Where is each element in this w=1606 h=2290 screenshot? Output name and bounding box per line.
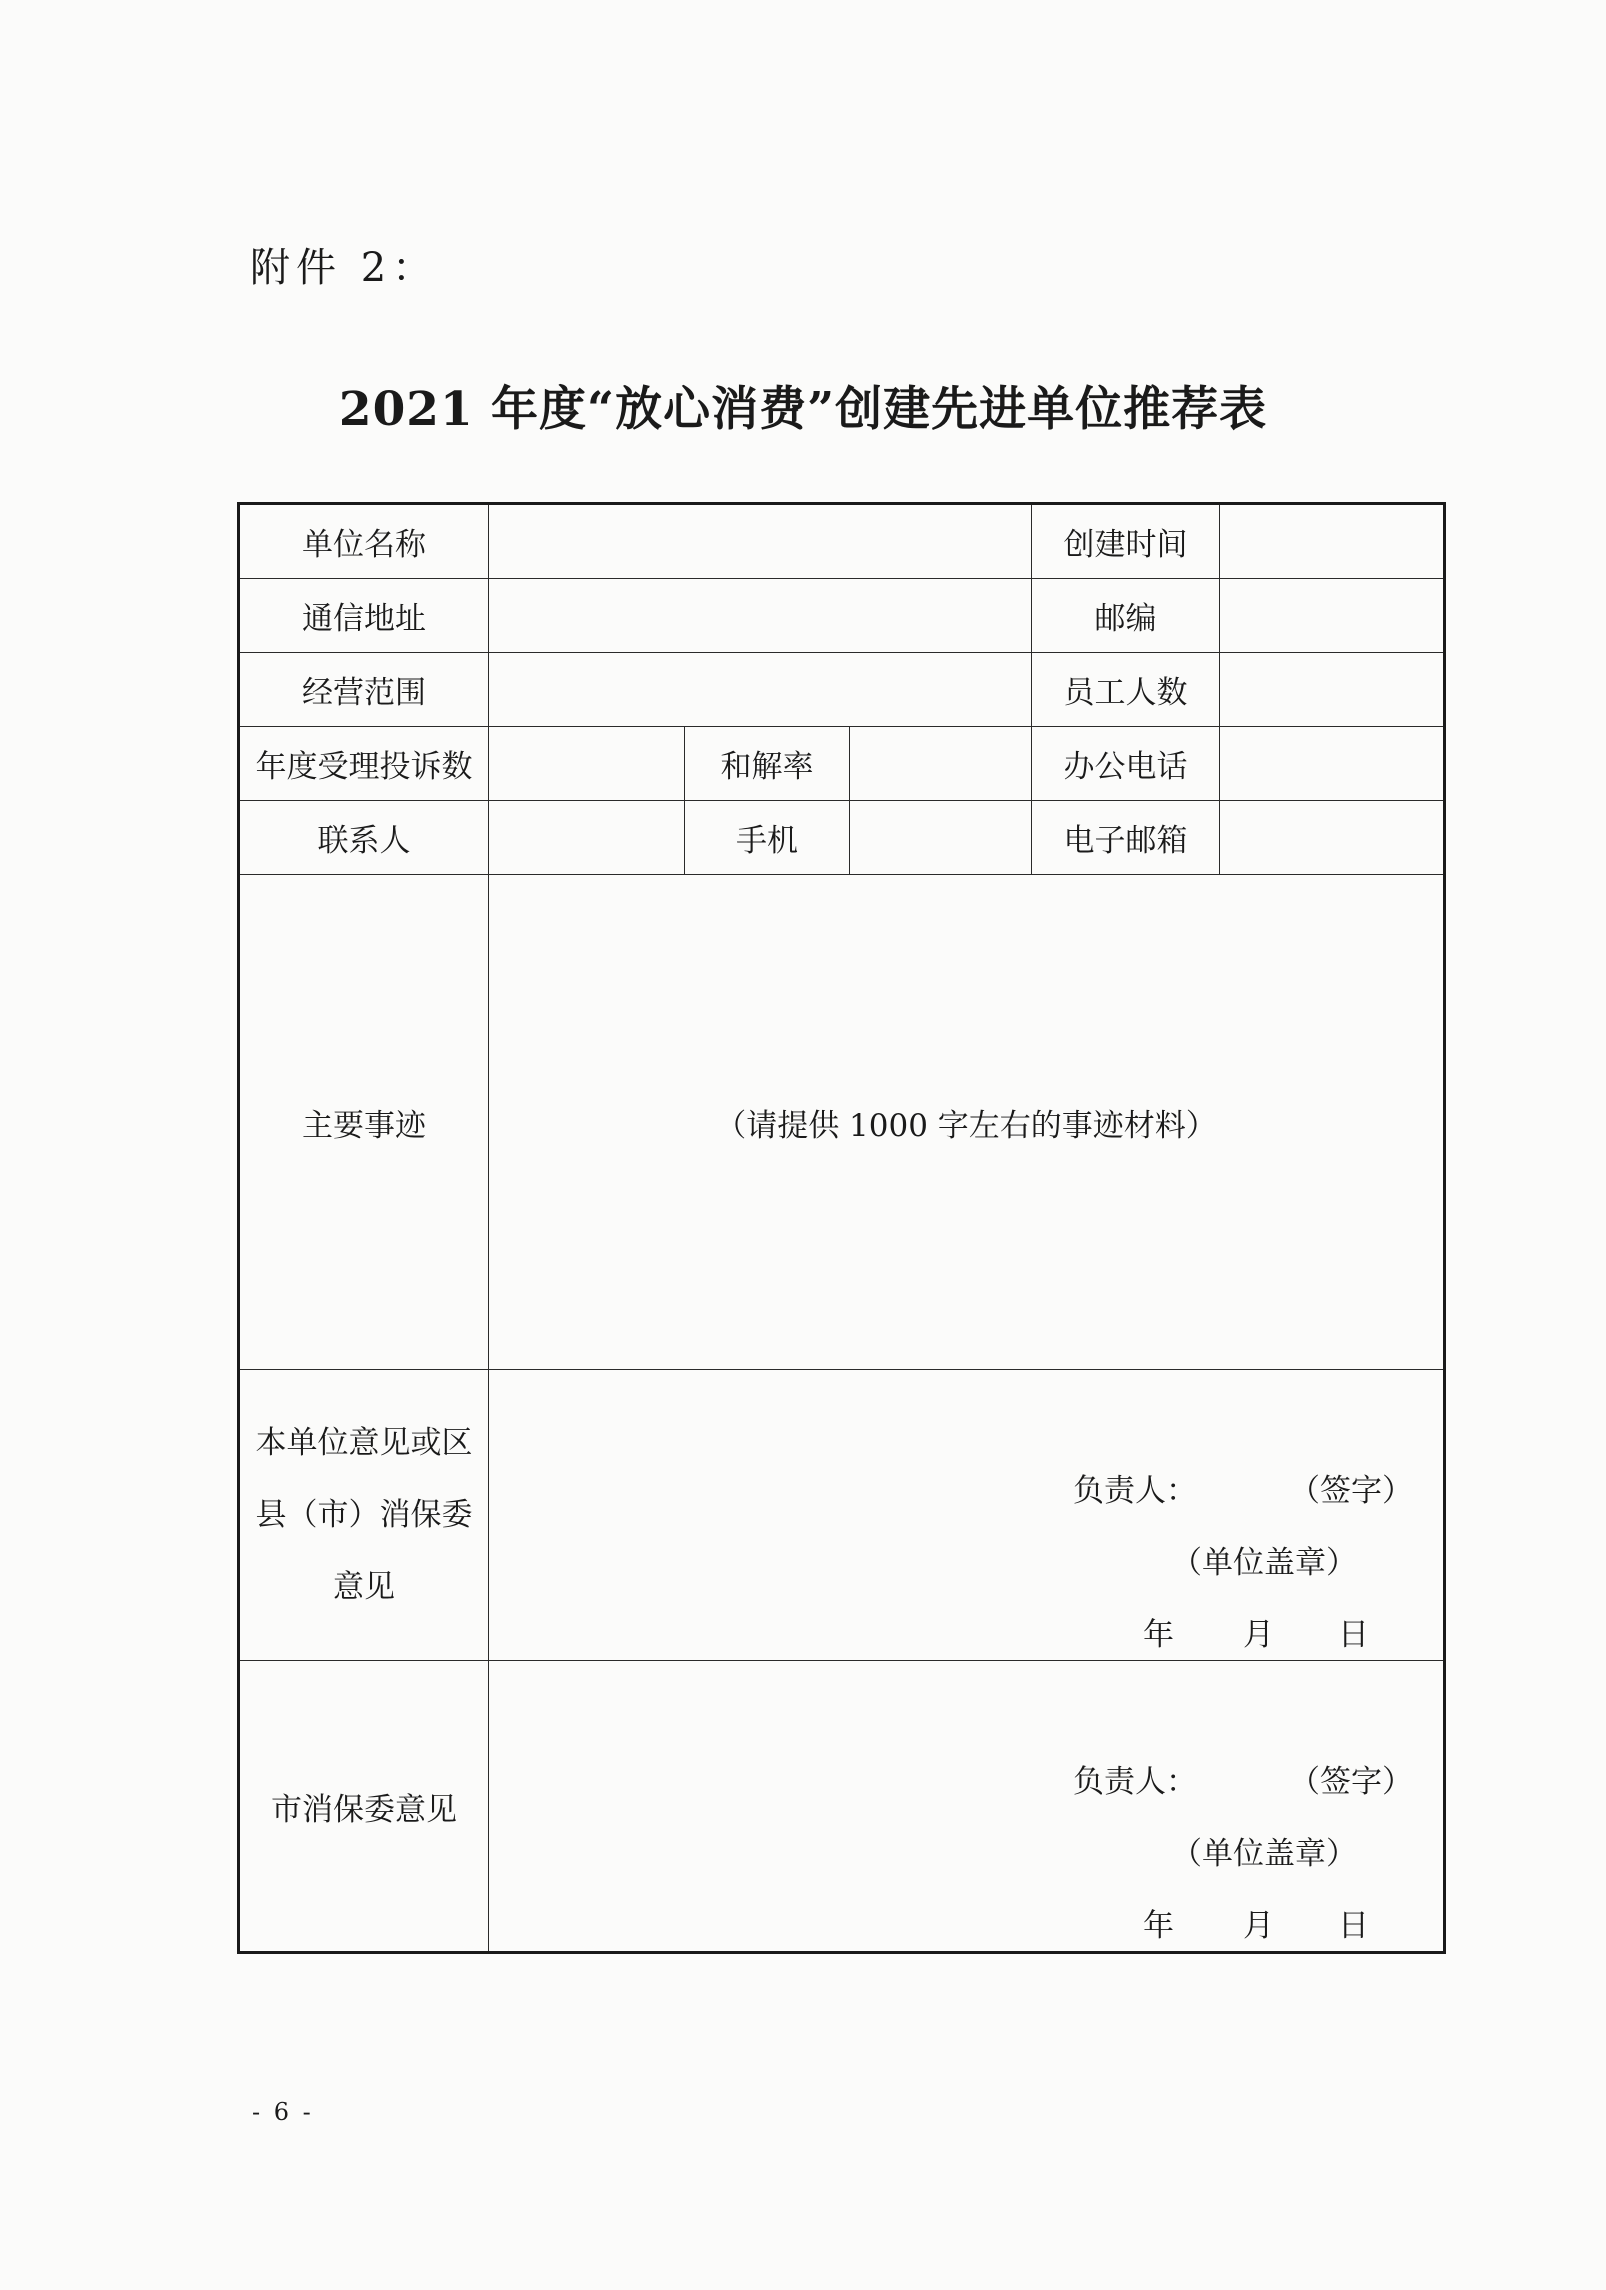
recommendation-form-table [237,502,1446,1954]
main-deeds-field[interactable] [489,875,1445,1370]
attachment-label: 附件 2： [250,245,439,291]
city-opinion-label: 市消保委意见 [239,1661,489,1953]
year-label: 年 [1143,1617,1175,1653]
settlement-rate-label: 和解率 [685,727,850,801]
address-label: 通信地址 [239,579,489,653]
office-phone-field[interactable] [1220,727,1445,801]
mobile-label: 手机 [685,801,850,875]
city-opinion-field[interactable] [489,1661,1445,1953]
complaints-field[interactable] [489,727,685,801]
unit-opinion-label [239,1370,489,1661]
unit-opinion-field[interactable] [489,1370,1445,1661]
unit-opinion-line-1: 本单位意见或区 [255,1425,473,1461]
month-label: 月 [1243,1908,1275,1944]
main-deeds-hint: （请提供 1000 字左右的事迹材料） [715,1107,1217,1144]
sign-label: （签字） [1289,1764,1414,1800]
mobile-field[interactable] [850,801,1032,875]
founded-time-label: 创建时间 [1032,504,1220,579]
founded-time-field[interactable] [1220,504,1445,579]
email-field[interactable] [1220,801,1445,875]
unit-name-field[interactable] [489,504,1032,579]
day-label: 日 [1338,1617,1370,1653]
email-label: 电子邮箱 [1032,801,1220,875]
settlement-rate-field[interactable] [850,727,1032,801]
responsible-person-label: 负责人： [1073,1473,1198,1509]
responsible-person-label: 负责人： [1073,1764,1198,1800]
city-signature-block [1073,1746,1413,1962]
contact-label: 联系人 [239,801,489,875]
unit-signature-block [1073,1455,1413,1671]
complaints-label: 年度受理投诉数 [239,727,489,801]
seal-label: （单位盖章） [1171,1545,1358,1581]
business-scope-field[interactable] [489,653,1032,727]
month-label: 月 [1243,1617,1275,1653]
unit-opinion-line-2: 县（市）消保委 [255,1497,473,1533]
page-title: 2021 年度“放心消费”创建先进单位推荐表 [338,382,1268,437]
postcode-field[interactable] [1220,579,1445,653]
contact-field[interactable] [489,801,685,875]
office-phone-label: 办公电话 [1032,727,1220,801]
main-deeds-label: 主要事迹 [239,875,489,1370]
employee-count-field[interactable] [1220,653,1445,727]
sign-label: （签字） [1289,1473,1414,1509]
seal-label: （单位盖章） [1171,1836,1358,1872]
unit-name-label: 单位名称 [239,504,489,579]
unit-opinion-line-3: 意见 [333,1569,395,1605]
employee-count-label: 员工人数 [1032,653,1220,727]
address-field[interactable] [489,579,1032,653]
year-label: 年 [1143,1908,1175,1944]
page-number: - 6 - [252,2098,314,2126]
postcode-label: 邮编 [1032,579,1220,653]
business-scope-label: 经营范围 [239,653,489,727]
day-label: 日 [1338,1908,1370,1944]
